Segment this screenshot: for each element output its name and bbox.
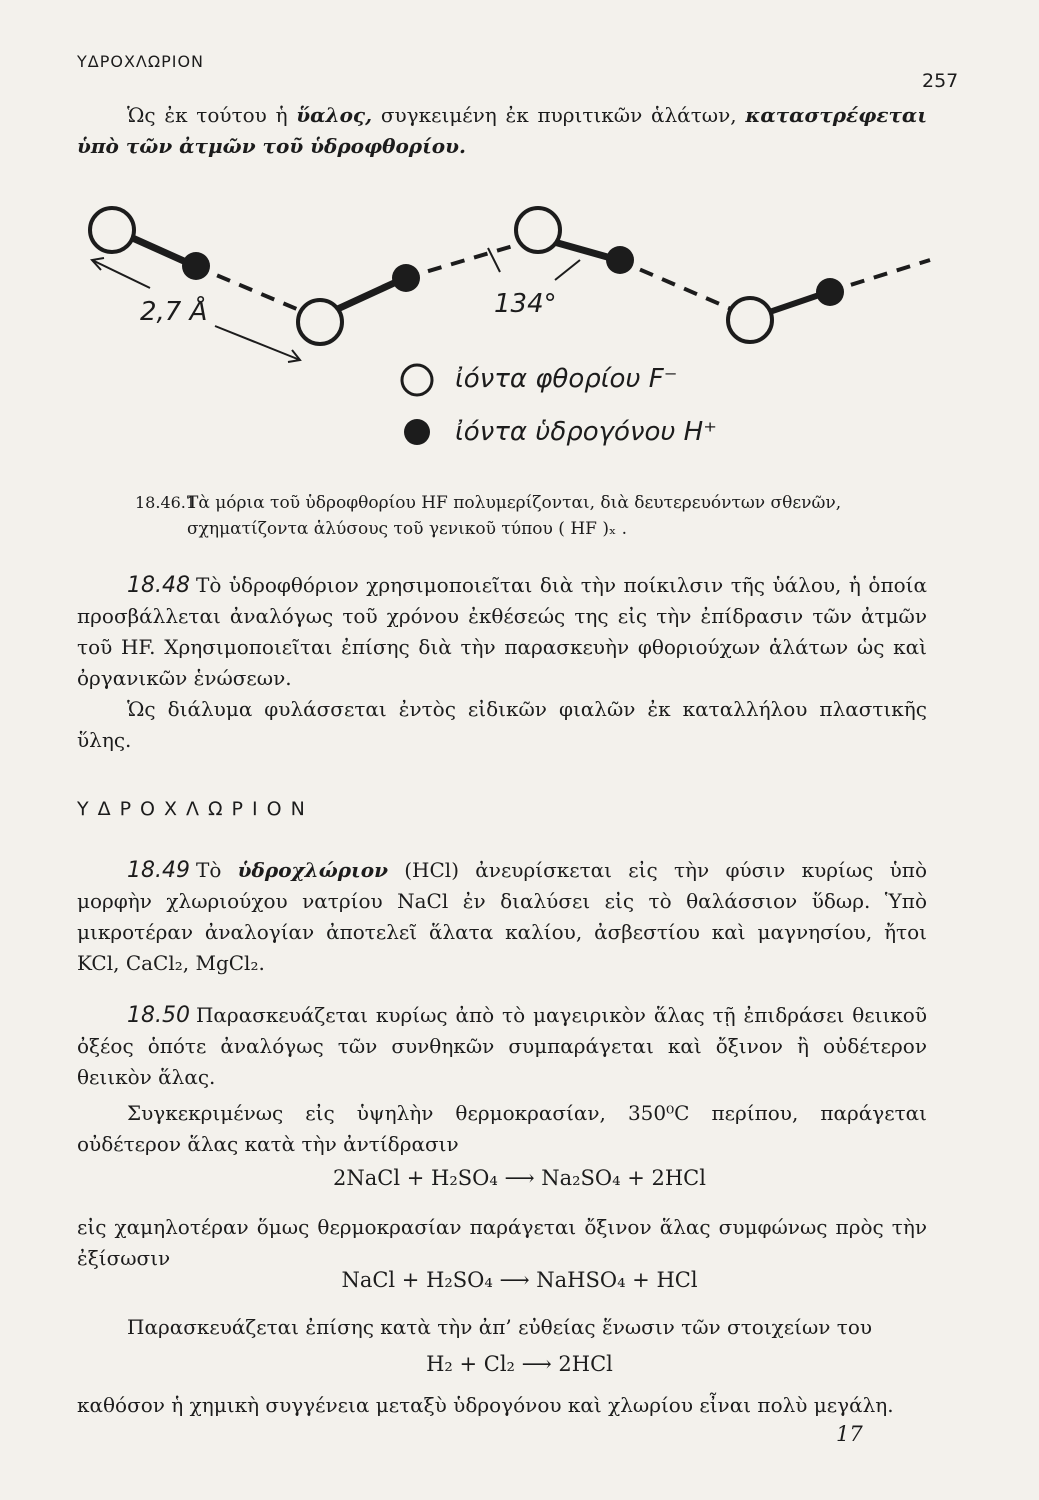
section-18-50: 18.50 Παρασκευάζεται κυρίως ἀπὸ τὸ μαγειρικὸν ἅλας τῇ ἐπιδράσει θειικοῦ ὀξέος ὁπότε ἀναλόγως τῶν συνθηκῶν συμπαράγεται καὶ ὄξινον ἢ οὐδέτερον θειικὸν ἅλας. — [77, 1003, 927, 1089]
emph-hydrogen-chloride: ὑδροχλώριον — [237, 858, 388, 882]
hydrogen-ion-dot — [816, 278, 844, 306]
section-18-49: 18.49 Τὸ ὑδροχλώριον (HCl) ἀνευρίσκεται εἰς τὴν φύσιν κυρίως ὑπὸ μορφὴν χλωριούχου νατρίου NaCl ἐν διαλύσει εἰς τὸ θαλάσσιον ὕδωρ. Ὑπὸ μικροτέραν ἀναλογίαν ἀποτελεῖ ἅλατα καλίου, ἀσβεστίου καὶ μαγνησίου, ἤτοι KCl, CaCl₂, MgCl₂. — [77, 858, 927, 975]
distance-label: 2,7 Å — [140, 297, 208, 327]
legend-filled-circle — [404, 419, 430, 445]
distance-arrow — [215, 326, 300, 360]
equation-3: H₂ + Cl₂ ⟶ 2HCl — [426, 1352, 613, 1376]
distance-arrow — [92, 260, 150, 288]
running-title: ΥΔΡΟΧΛΩΡΙΟΝ — [77, 52, 205, 71]
intro-paragraph: Ὡς ἐκ τούτου ἡ ὕαλος, συγκειμένη ἐκ πυριτικῶν ἁλάτων, καταστρέφεται ὑπὸ τῶν ἀτμῶν τοῦ ὑδροφθορίου. — [77, 103, 927, 158]
hydrogen-bond-dashed — [828, 260, 930, 292]
figure-caption — [135, 490, 877, 542]
section-18-48: 18.48 Τὸ ὑδροφθόριον χρησιμοποιεῖται διὰ τὴν ποίκιλσιν τῆς ὑάλου, ἡ ὁποία προσβάλλεται ἀναλόγως τοῦ χρόνου ἐκθέσεώς της εἰς τὴν ἐπίδρασιν τῶν ἀτμῶν τοῦ HF. Χρησιμοποιεῖται ἐπίσης διὰ τὴν παρασκευὴν φθοριούχων ἁλάτων ὡς καὶ ὀργανικῶν ἑνώσεων. — [77, 573, 927, 690]
emph-destroyed: καταστρέφεται ὑπὸ τῶν ἀτμῶν τοῦ ὑδροφθορίου. — [77, 103, 927, 158]
section-18-50-high-temp: Συγκεκριμένως εἰς ὑψηλὴν θερμοκρασίαν, 350⁰C περίπου, παράγεται οὐδέτερον ἅλας κατὰ τὴν ἀντίδρασιν — [77, 1101, 927, 1156]
fluoride-ion-circle — [516, 208, 560, 252]
section-18-48-storage: Ὡς διάλυμα φυλάσσεται ἐντὸς εἰδικῶν φιαλῶν ἐκ καταλλήλου πλαστικῆς ὕλης. — [77, 697, 927, 752]
section-18-50-low-temp: εἰς χαμηλοτέραν ὅμως θερμοκρασίαν παράγεται ὄξινον ἅλας συμφώνως πρὸς τὴν ἐξίσωσιν — [77, 1215, 927, 1270]
equation-2: NaCl + H₂SO₄ ⟶ NaHSO₄ + HCl — [341, 1268, 698, 1292]
section-18-50-direct: Παρασκευάζεται ἐπίσης κατὰ τὴν ἀπ’ εὐθείας ἕνωσιν τῶν στοιχείων του — [127, 1315, 873, 1339]
section-number: 18.50 — [127, 1003, 190, 1028]
legend-hydrogen-label: ἰόντα ὑδρογόνου H⁺ — [455, 417, 717, 447]
hydrogen-ion-dot — [392, 264, 420, 292]
hydrogen-ion-dot — [182, 252, 210, 280]
emph-glass: ὕαλος, — [296, 103, 373, 127]
section-heading: ΥΔΡΟΧΛΩΡΙΟΝ — [77, 798, 314, 820]
section-18-50-affinity: καθόσον ἡ χημικὴ συγγένεια μεταξὺ ὑδρογόνου καὶ χλωρίου εἶναι πολὺ μεγάλη. — [77, 1393, 894, 1417]
caption-text: Τὰ μόρια τοῦ ὑδροφθορίου HF πολυμερίζονται, διὰ δευτερευόντων σθενῶν, σχηματίζοντα ἁλύσους τοῦ γενικοῦ τύπου ( HF )ₓ . — [187, 493, 842, 539]
angle-label: 134° — [494, 289, 557, 319]
section-number: 18.48 — [127, 573, 190, 598]
legend-open-circle — [402, 365, 432, 395]
section-number: 18.49 — [127, 858, 190, 883]
hf-chain-figure — [0, 190, 1039, 470]
fluoride-ion-circle — [728, 298, 772, 342]
hydrogen-ion-dot — [606, 246, 634, 274]
fluoride-ion-circle — [90, 208, 134, 252]
angle-arrow — [555, 260, 580, 280]
equation-1: 2NaCl + H₂SO₄ ⟶ Na₂SO₄ + 2HCl — [333, 1166, 706, 1190]
caption-number: 18.46.1 — [135, 493, 197, 512]
legend-fluoride-label: ἰόντα φθορίου F⁻ — [455, 364, 678, 394]
fluoride-ion-circle — [298, 300, 342, 344]
page-number: 257 — [922, 70, 959, 92]
signature-mark: 17 — [836, 1422, 863, 1446]
